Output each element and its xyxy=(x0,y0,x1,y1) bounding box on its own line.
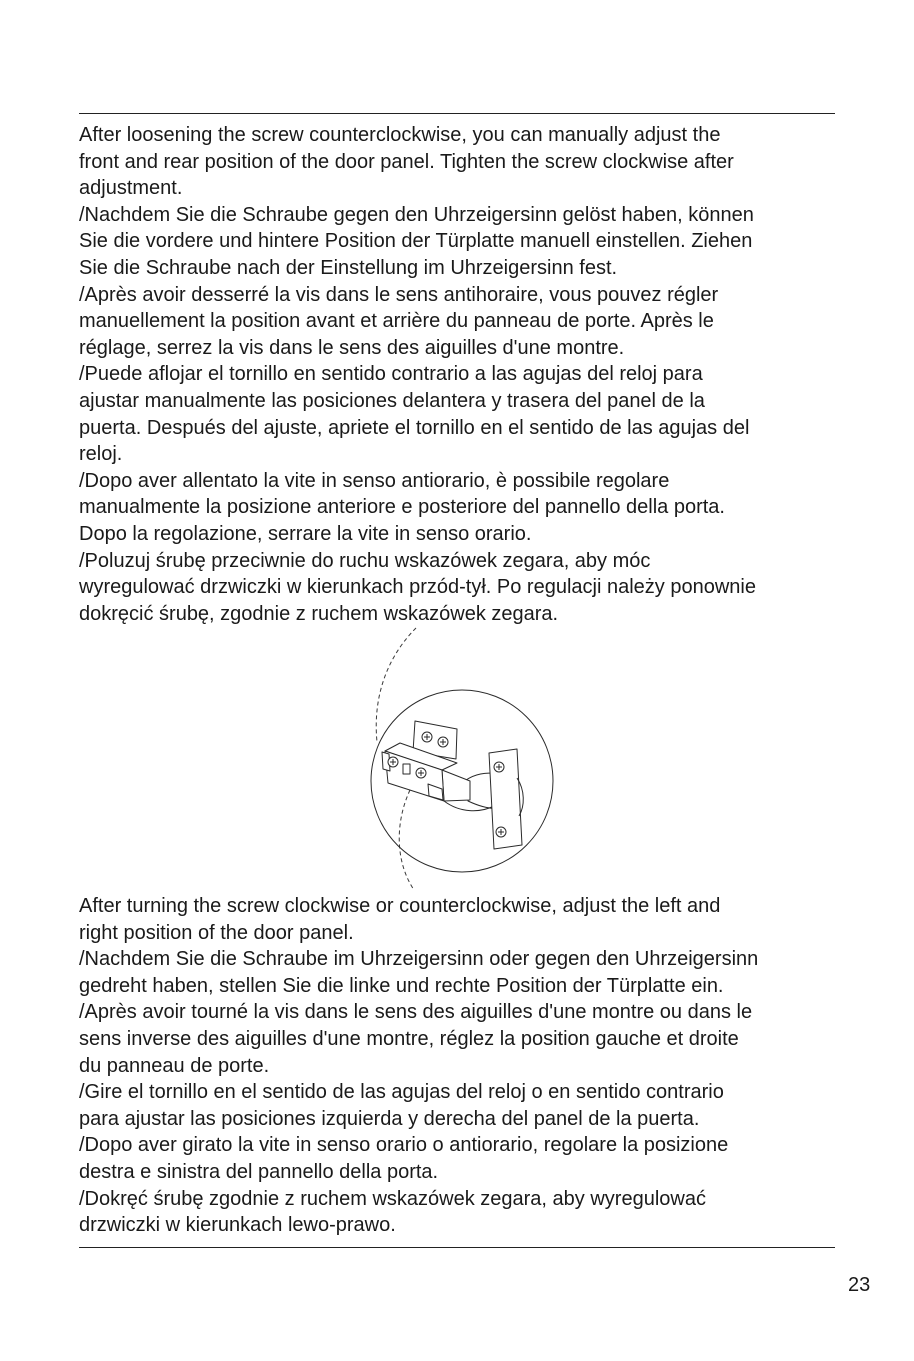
paragraph-en xyxy=(79,893,758,946)
paragraph-fr xyxy=(79,282,756,362)
bottom-instructions xyxy=(79,893,758,1239)
text-line: drzwiczki w kierunkach lewo-prawo. xyxy=(79,1214,396,1237)
text-line: /Après avoir tourné la vis dans le sens des aiguilles d'une montre ou dans le xyxy=(79,1001,753,1024)
text-line: /Nachdem Sie die Schraube gegen den Uhrzeigersinn gelöst haben, können xyxy=(79,203,754,226)
text-line: ajustar manualmente las posiciones delantera y trasera del panel de la xyxy=(79,389,705,412)
paragraph-es xyxy=(79,1079,758,1132)
text-line: After turning the screw clockwise or counterclockwise, adjust the left and xyxy=(79,895,721,917)
top-divider xyxy=(79,113,835,114)
paragraph-de xyxy=(79,946,758,999)
text-line: adjustment. xyxy=(79,177,183,200)
text-line: /Nachdem Sie die Schraube im Uhrzeigersinn oder gegen den Uhrzeigersinn xyxy=(79,948,759,971)
text-line: /Puede aflojar el tornillo en sentido contrario a las agujas del reloj para xyxy=(79,363,703,386)
text-line: destra e sinistra del pannello della porta. xyxy=(79,1160,439,1183)
screw-icon xyxy=(496,827,506,837)
paragraph-fr xyxy=(79,999,758,1079)
door-plate xyxy=(489,749,523,849)
paragraph-it xyxy=(79,1132,758,1185)
screw-icon xyxy=(388,757,398,767)
text-line: du panneau de porte. xyxy=(79,1054,270,1077)
hinge-diagram xyxy=(350,620,570,900)
text-line: /Dokręć śrubę zgodnie z ruchem wskazówek zegara, aby wyregulować xyxy=(79,1187,706,1210)
paragraph-en xyxy=(79,122,756,202)
paragraph-de xyxy=(79,202,756,282)
text-line: dokręcić śrubę, zgodnie z ruchem wskazówek zegara. xyxy=(79,602,559,625)
bottom-divider xyxy=(79,1247,835,1248)
text-line: Sie die Schraube nach der Einstellung im Uhrzeigersinn fest. xyxy=(79,256,618,279)
page-number: 23 xyxy=(848,1274,871,1296)
text-line: /Après avoir desserré la vis dans le sens antihoraire, vous pouvez régler xyxy=(79,283,719,306)
text-line: sens inverse des aiguilles d'une montre, réglez la position gauche et droite xyxy=(79,1027,739,1050)
screw-icon xyxy=(494,762,504,772)
text-line: réglage, serrez la vis dans le sens des aiguilles d'une montre. xyxy=(79,336,625,359)
leader-line-bottom xyxy=(399,790,414,890)
text-line: /Gire el tornillo en el sentido de las agujas del reloj o en sentido contrario xyxy=(79,1081,724,1104)
hinge-arm xyxy=(382,743,470,801)
paragraph-pl xyxy=(79,1186,758,1239)
text-line: reloj. xyxy=(79,443,123,466)
text-line: para ajustar las posiciones izquierda y derecha del panel de la puerta. xyxy=(79,1107,700,1130)
text-line: right position of the door panel. xyxy=(79,921,354,944)
paragraph-es xyxy=(79,361,756,467)
text-line: /Dopo aver allentato la vite in senso antiorario, è possibile regolare xyxy=(79,469,670,492)
text-line: Dopo la regolazione, serrare la vite in senso orario. xyxy=(79,522,532,545)
text-line: gedreht haben, stellen Sie die linke und rechte Position der Türplatte ein. xyxy=(79,974,724,997)
screw-icon xyxy=(438,737,448,747)
text-line: /Poluzuj śrubę przeciwnie do ruchu wskazówek zegara, aby móc xyxy=(79,549,651,572)
top-instructions xyxy=(79,122,756,627)
text-line: Sie die vordere und hintere Position der Türplatte manuell einstellen. Ziehen xyxy=(79,230,753,253)
screw-icon xyxy=(422,732,432,742)
text-line: manualmente la posizione anteriore e posteriore del pannello della porta. xyxy=(79,496,725,519)
paragraph-it xyxy=(79,468,756,548)
paragraph-pl xyxy=(79,548,756,628)
text-line: puerta. Después del ajuste, apriete el tornillo en el sentido de las agujas del xyxy=(79,416,750,439)
text-line: front and rear position of the door panel. Tighten the screw clockwise after xyxy=(79,150,734,173)
text-line: wyregulować drzwiczki w kierunkach przód-tył. Po regulacji należy ponownie xyxy=(79,576,756,599)
leader-line-top xyxy=(376,628,416,742)
screw-icon xyxy=(416,768,426,778)
text-line: manuellement la position avant et arrière du panneau de porte. Après le xyxy=(79,310,714,333)
text-line: After loosening the screw counterclockwise, you can manually adjust the xyxy=(79,124,721,146)
text-line: /Dopo aver girato la vite in senso orario o antiorario, regolare la posizione xyxy=(79,1134,729,1157)
